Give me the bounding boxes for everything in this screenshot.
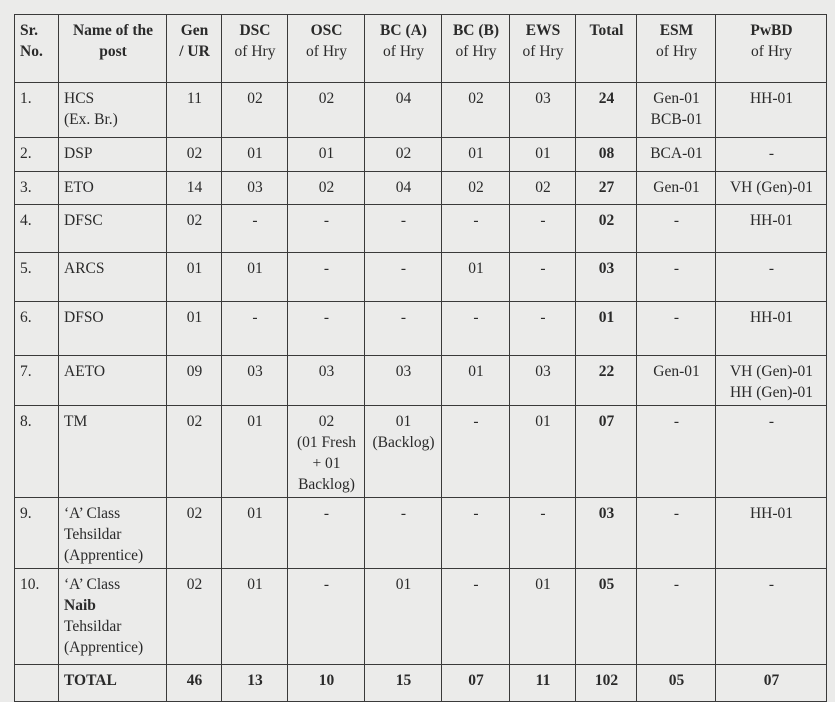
header-label: OSC xyxy=(310,22,343,39)
table-row xyxy=(15,205,827,253)
cell-pwbd xyxy=(716,302,827,356)
cell-dsc: 01 xyxy=(222,569,288,665)
cell-osc xyxy=(288,172,365,205)
cell-line: 02 xyxy=(318,413,335,430)
cell-esm xyxy=(637,356,716,406)
cell-line: (Ex. Br.) xyxy=(64,111,118,128)
cell-bc-a xyxy=(365,172,442,205)
cell-gen-ur: 02 xyxy=(167,498,222,569)
cell-dsc: 03 xyxy=(222,356,288,406)
total-bc-b: 07 xyxy=(442,665,510,702)
cell-bc-b: - xyxy=(442,406,510,498)
cell-post-name xyxy=(59,83,167,138)
cell-pwbd xyxy=(716,138,827,172)
total-dsc: 13 xyxy=(222,665,288,702)
cell-pwbd xyxy=(716,569,827,665)
cell-esm xyxy=(637,302,716,356)
cell-line: 03 xyxy=(395,363,412,380)
header-dsc xyxy=(222,15,288,83)
cell-line: (Apprentice) xyxy=(64,547,144,564)
header-sublabel: of Hry xyxy=(306,43,347,60)
cell-bc-a xyxy=(365,302,442,356)
table-row xyxy=(15,83,827,138)
header-sublabel: post xyxy=(99,43,127,60)
header-row xyxy=(15,15,827,83)
cell-sr-no: 10. xyxy=(15,569,59,665)
cell-line: HH-01 xyxy=(749,309,794,326)
cell-line: BCA-01 xyxy=(650,145,703,162)
header-bc-b xyxy=(442,15,510,83)
cell-dsc: - xyxy=(222,302,288,356)
cell-bc-b: 01 xyxy=(442,253,510,302)
cell-bc-a xyxy=(365,138,442,172)
cell-post-name xyxy=(59,253,167,302)
cell-ews: 01 xyxy=(510,138,576,172)
cell-line: - xyxy=(768,145,775,162)
cell-dsc: - xyxy=(222,205,288,253)
header-sr-no xyxy=(15,15,59,83)
cell-line: Gen-01 xyxy=(653,363,700,380)
cell-ews: - xyxy=(510,253,576,302)
cell-bc-b: 02 xyxy=(442,172,510,205)
cell-line: 01 xyxy=(395,576,412,593)
cell-ews: 01 xyxy=(510,569,576,665)
cell-line: HH (Gen)-01 xyxy=(729,384,814,401)
cell-total: 05 xyxy=(576,569,637,665)
cell-line: - xyxy=(673,309,680,326)
cell-bc-b: 01 xyxy=(442,138,510,172)
total-osc: 10 xyxy=(288,665,365,702)
header-total xyxy=(576,15,637,83)
table-row xyxy=(15,356,827,406)
cell-post-name xyxy=(59,569,167,665)
cell-gen-ur: 02 xyxy=(167,569,222,665)
cell-line: DFSO xyxy=(64,309,104,326)
header-sublabel: of Hry xyxy=(751,43,792,60)
cell-total: 24 xyxy=(576,83,637,138)
header-label: Name of the xyxy=(72,22,154,39)
cell-ews: 03 xyxy=(510,83,576,138)
cell-line: + 01 xyxy=(312,455,341,472)
cell-gen-ur: 11 xyxy=(167,83,222,138)
cell-dsc: 02 xyxy=(222,83,288,138)
cell-pwbd xyxy=(716,172,827,205)
cell-bc-b: 01 xyxy=(442,356,510,406)
table-row xyxy=(15,253,827,302)
cell-line: Backlog) xyxy=(298,476,355,493)
cell-osc xyxy=(288,406,365,498)
cell-line: VH (Gen)-01 xyxy=(729,179,814,196)
cell-post-name xyxy=(59,205,167,253)
cell-line: 02 xyxy=(395,145,412,162)
cell-line: ETO xyxy=(64,179,94,196)
cell-line: - xyxy=(673,260,680,277)
header-label: Total xyxy=(589,22,624,39)
cell-total: 01 xyxy=(576,302,637,356)
cell-line: 01 xyxy=(395,413,412,430)
cell-gen-ur: 02 xyxy=(167,406,222,498)
total-row xyxy=(15,665,827,702)
cell-sr-no: 4. xyxy=(15,205,59,253)
cell-sr-no: 2. xyxy=(15,138,59,172)
cell-post-name xyxy=(59,498,167,569)
cell-line: - xyxy=(768,576,775,593)
header-ews xyxy=(510,15,576,83)
total-gen-ur: 46 xyxy=(167,665,222,702)
cell-post-name xyxy=(59,406,167,498)
cell-bc-b: - xyxy=(442,302,510,356)
cell-line: - xyxy=(323,260,330,277)
cell-line: - xyxy=(673,212,680,229)
cell-gen-ur: 14 xyxy=(167,172,222,205)
cell-bc-a xyxy=(365,205,442,253)
cell-total: 27 xyxy=(576,172,637,205)
table-row xyxy=(15,302,827,356)
header-sublabel: / UR xyxy=(179,43,210,60)
cell-line: - xyxy=(400,212,407,229)
cell-ews: 02 xyxy=(510,172,576,205)
cell-line: TM xyxy=(64,413,88,430)
cell-line: - xyxy=(400,260,407,277)
cell-line: DFSC xyxy=(64,212,103,229)
cell-osc xyxy=(288,138,365,172)
total-esm: 05 xyxy=(637,665,716,702)
cell-osc xyxy=(288,569,365,665)
cell-line: HH-01 xyxy=(749,212,794,229)
cell-gen-ur: 09 xyxy=(167,356,222,406)
cell-line: - xyxy=(323,309,330,326)
header-sublabel: of Hry xyxy=(656,43,697,60)
cell-bc-a xyxy=(365,253,442,302)
header-sublabel: No. xyxy=(20,43,43,60)
table-row xyxy=(15,498,827,569)
header-pwbd xyxy=(716,15,827,83)
cell-gen-ur: 02 xyxy=(167,138,222,172)
cell-osc xyxy=(288,498,365,569)
cell-pwbd xyxy=(716,406,827,498)
cell-bc-a xyxy=(365,356,442,406)
total-sr-no xyxy=(15,665,59,702)
cell-line: - xyxy=(673,505,680,522)
cell-line: DSP xyxy=(64,145,93,162)
cell-sr-no: 8. xyxy=(15,406,59,498)
header-label: EWS xyxy=(525,22,561,39)
total-total: 102 xyxy=(576,665,637,702)
total-ews: 11 xyxy=(510,665,576,702)
header-sublabel: of Hry xyxy=(234,43,276,60)
cell-ews: - xyxy=(510,302,576,356)
cell-pwbd xyxy=(716,356,827,406)
cell-post-name xyxy=(59,172,167,205)
cell-line: ARCS xyxy=(64,260,105,277)
cell-line: - xyxy=(768,413,775,430)
cell-bc-a xyxy=(365,83,442,138)
cell-line: 02 xyxy=(318,179,335,196)
cell-line: (Apprentice) xyxy=(64,639,144,656)
header-label: DSC xyxy=(239,22,271,39)
cell-total: 08 xyxy=(576,138,637,172)
cell-line: HH-01 xyxy=(749,505,794,522)
header-label: ESM xyxy=(659,22,694,39)
cell-post-name xyxy=(59,356,167,406)
cell-line: - xyxy=(673,576,680,593)
cell-line: - xyxy=(673,413,680,430)
cell-line: 04 xyxy=(395,90,412,107)
cell-line: (01 Fresh xyxy=(297,434,356,451)
cell-line: ‘A’ Class xyxy=(64,576,121,593)
cell-line: - xyxy=(400,309,407,326)
total-bc-a: 15 xyxy=(365,665,442,702)
header-sublabel: of Hry xyxy=(522,43,564,60)
cell-dsc: 01 xyxy=(222,406,288,498)
header-osc xyxy=(288,15,365,83)
cell-ews: 01 xyxy=(510,406,576,498)
cell-line: - xyxy=(768,260,775,277)
table-row xyxy=(15,172,827,205)
vacancy-table xyxy=(14,14,827,702)
cell-bc-a xyxy=(365,498,442,569)
cell-bc-a xyxy=(365,406,442,498)
cell-total: 03 xyxy=(576,498,637,569)
cell-ews: 03 xyxy=(510,356,576,406)
cell-line: (Backlog) xyxy=(372,434,435,451)
table-row xyxy=(15,569,827,665)
cell-osc xyxy=(288,83,365,138)
cell-line: 02 xyxy=(318,90,335,107)
cell-bc-b: - xyxy=(442,205,510,253)
cell-esm xyxy=(637,83,716,138)
cell-line: ‘A’ Class xyxy=(64,505,121,522)
header-label: BC (B) xyxy=(452,22,500,39)
cell-osc xyxy=(288,205,365,253)
cell-bc-b: 02 xyxy=(442,83,510,138)
cell-sr-no: 9. xyxy=(15,498,59,569)
cell-esm xyxy=(637,253,716,302)
header-post-name xyxy=(59,15,167,83)
cell-sr-no: 5. xyxy=(15,253,59,302)
cell-esm xyxy=(637,205,716,253)
cell-esm xyxy=(637,172,716,205)
cell-line: BCB-01 xyxy=(650,111,703,128)
total-post-name: TOTAL xyxy=(59,665,167,702)
cell-line: HCS xyxy=(64,90,95,107)
cell-pwbd xyxy=(716,83,827,138)
header-esm xyxy=(637,15,716,83)
cell-osc xyxy=(288,253,365,302)
cell-line: HH-01 xyxy=(749,90,794,107)
header-sublabel: of Hry xyxy=(455,43,497,60)
cell-line: 01 xyxy=(318,145,335,162)
cell-sr-no: 7. xyxy=(15,356,59,406)
cell-ews: - xyxy=(510,205,576,253)
cell-sr-no: 1. xyxy=(15,83,59,138)
cell-line: - xyxy=(323,505,330,522)
cell-gen-ur: 01 xyxy=(167,253,222,302)
cell-line: - xyxy=(323,212,330,229)
cell-post-name xyxy=(59,138,167,172)
header-gen-ur xyxy=(167,15,222,83)
header-label: BC (A) xyxy=(380,22,427,39)
table-row xyxy=(15,406,827,498)
cell-sr-no: 6. xyxy=(15,302,59,356)
cell-total: 02 xyxy=(576,205,637,253)
cell-line: - xyxy=(400,505,407,522)
cell-total: 07 xyxy=(576,406,637,498)
cell-bc-b: - xyxy=(442,569,510,665)
cell-esm xyxy=(637,569,716,665)
cell-dsc: 01 xyxy=(222,498,288,569)
cell-pwbd xyxy=(716,205,827,253)
cell-line: 04 xyxy=(395,179,412,196)
cell-total: 03 xyxy=(576,253,637,302)
cell-pwbd xyxy=(716,498,827,569)
cell-esm xyxy=(637,138,716,172)
cell-osc xyxy=(288,356,365,406)
cell-dsc: 01 xyxy=(222,138,288,172)
cell-line: - xyxy=(323,576,330,593)
cell-line: Tehsildar xyxy=(64,618,122,635)
cell-line: Naib xyxy=(64,597,96,614)
cell-line: AETO xyxy=(64,363,106,380)
header-label: Gen xyxy=(180,22,209,39)
header-label: Sr. xyxy=(20,22,38,39)
cell-gen-ur: 02 xyxy=(167,205,222,253)
cell-bc-a xyxy=(365,569,442,665)
cell-pwbd xyxy=(716,253,827,302)
cell-line: VH (Gen)-01 xyxy=(729,363,814,380)
cell-line: Tehsildar xyxy=(64,526,122,543)
cell-line: Gen-01 xyxy=(653,179,700,196)
total-pwbd: 07 xyxy=(716,665,827,702)
cell-ews: - xyxy=(510,498,576,569)
cell-bc-b: - xyxy=(442,498,510,569)
cell-dsc: 01 xyxy=(222,253,288,302)
cell-gen-ur: 01 xyxy=(167,302,222,356)
header-sublabel: of Hry xyxy=(383,43,424,60)
cell-osc xyxy=(288,302,365,356)
cell-total: 22 xyxy=(576,356,637,406)
cell-line: 03 xyxy=(318,363,335,380)
cell-esm xyxy=(637,406,716,498)
cell-post-name xyxy=(59,302,167,356)
table-row xyxy=(15,138,827,172)
cell-dsc: 03 xyxy=(222,172,288,205)
cell-esm xyxy=(637,498,716,569)
header-bc-a xyxy=(365,15,442,83)
cell-sr-no: 3. xyxy=(15,172,59,205)
header-label: PwBD xyxy=(750,22,793,39)
cell-line: Gen-01 xyxy=(653,90,700,107)
